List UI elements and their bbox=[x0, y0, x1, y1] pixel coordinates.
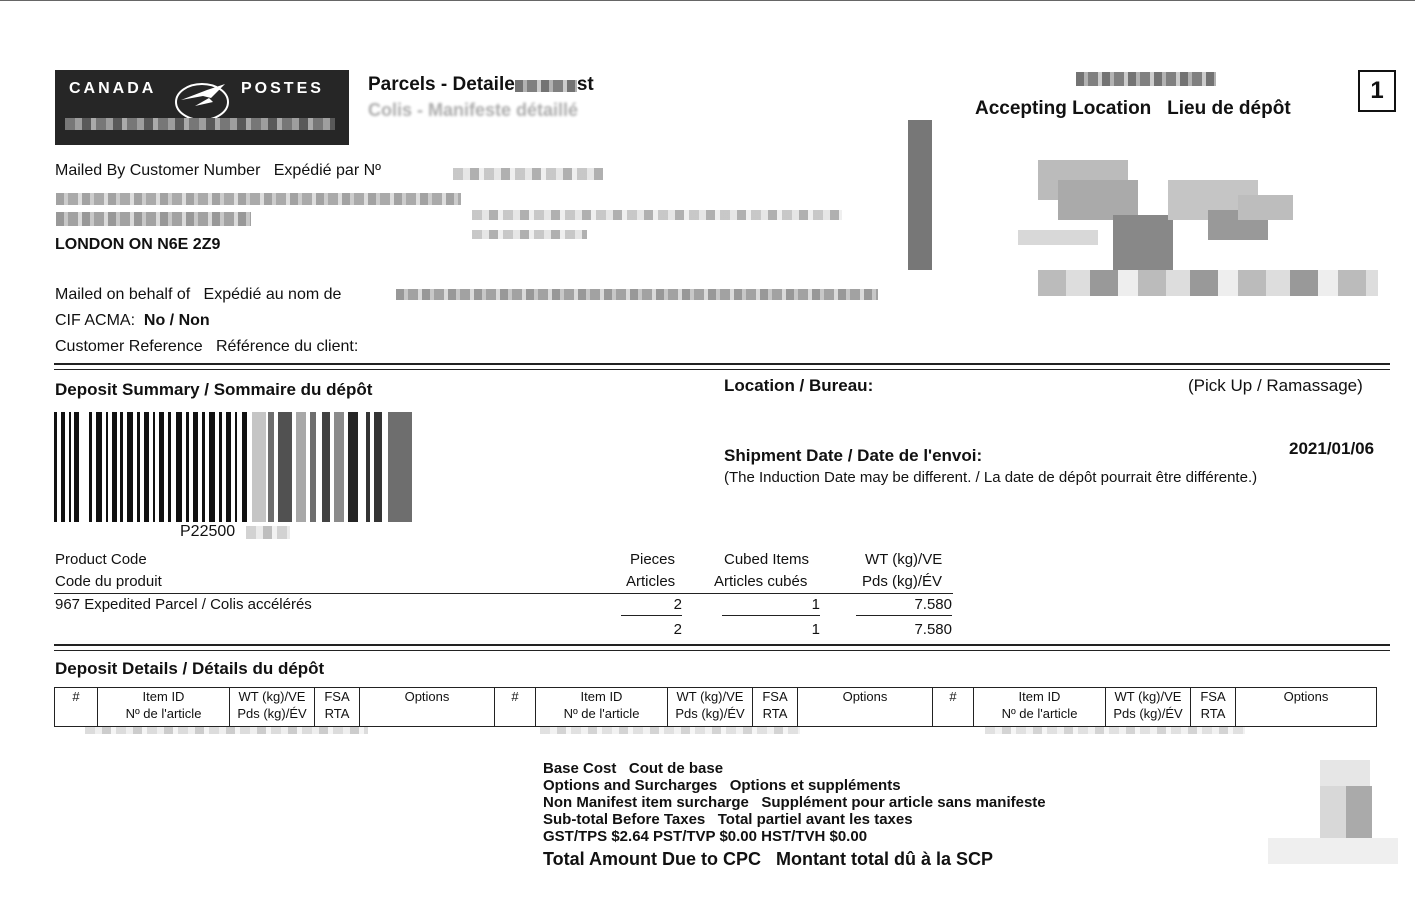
accepting-location-fr: Lieu de dépôt bbox=[1167, 98, 1291, 119]
redacted-location-name bbox=[1076, 72, 1216, 86]
page-number-box: 1 bbox=[1358, 70, 1396, 112]
redacted-barcode-digits bbox=[246, 526, 290, 539]
cubed-header-fr: Articles cubés bbox=[714, 573, 808, 590]
redacted-amounts bbox=[1268, 760, 1398, 864]
total-due-line: Total Amount Due to CPC Montant total dû à la SCP bbox=[543, 849, 993, 869]
title-en-tail: st bbox=[576, 74, 594, 95]
section-divider-thin bbox=[54, 369, 1390, 370]
mailed-by-label: Mailed By Customer Number bbox=[55, 162, 261, 179]
product-header-fr: Code du produit bbox=[55, 573, 162, 590]
redacted-address-line-2 bbox=[56, 212, 251, 226]
top-border bbox=[0, 0, 1415, 1]
induction-note: (The Induction Date may be different. / La date de dépôt pourrait être différente.) bbox=[724, 469, 1258, 486]
section-divider-2-thin bbox=[54, 650, 1390, 651]
col-options bbox=[360, 688, 495, 727]
logo-redacted-line bbox=[65, 118, 335, 130]
col-label: Nº de l'article bbox=[563, 706, 640, 721]
col-label: Options bbox=[404, 689, 450, 704]
col-label: Options bbox=[842, 689, 888, 704]
col-label: WT (kg)/VE bbox=[676, 689, 744, 704]
canada-post-logo bbox=[55, 70, 349, 145]
logo-word-postes: POSTES bbox=[241, 80, 324, 97]
col-label: Item ID bbox=[1018, 689, 1061, 704]
product-row-pieces: 2 bbox=[673, 596, 682, 613]
deposit-details-title: Deposit Details / Détails du dépôt bbox=[55, 659, 325, 678]
eagle-emblem-icon bbox=[173, 76, 231, 118]
col-label: # bbox=[72, 689, 80, 704]
product-row-cubed: 1 bbox=[811, 596, 820, 613]
cif-value: No / Non bbox=[143, 312, 210, 329]
reference-label: Customer Reference bbox=[55, 338, 203, 355]
col-label: FSA bbox=[324, 689, 350, 704]
redacted-item-row bbox=[985, 727, 1245, 734]
shipment-date-label: Shipment Date / Date de l'envoi: bbox=[724, 446, 983, 465]
col-fsa bbox=[1191, 688, 1236, 727]
total-rule-wt bbox=[856, 615, 952, 616]
col-label: WT (kg)/VE bbox=[1114, 689, 1182, 704]
pieces-header-en: Pieces bbox=[630, 551, 676, 568]
col-options bbox=[1236, 688, 1377, 727]
col-label: Nº de l'article bbox=[125, 706, 202, 721]
title-en: Parcels - Detaile bbox=[368, 74, 515, 95]
section-divider-2 bbox=[54, 644, 1390, 646]
col-label: RTA bbox=[1200, 706, 1226, 721]
col-label: Item ID bbox=[580, 689, 623, 704]
taxes-line: GST/TPS $2.64 PST/TVP $0.00 HST/TVH $0.00 bbox=[543, 828, 868, 845]
total-wt: 7.580 bbox=[914, 621, 952, 638]
col-label: # bbox=[949, 689, 957, 704]
col-label: FSA bbox=[1200, 689, 1226, 704]
product-row-wt: 7.580 bbox=[914, 596, 952, 613]
col-label: WT (kg)/VE bbox=[238, 689, 306, 704]
col-weight bbox=[1106, 688, 1191, 727]
total-pieces: 2 bbox=[673, 621, 682, 638]
cif-label: CIF ACMA: bbox=[55, 312, 136, 329]
cif-line bbox=[55, 312, 210, 330]
options-line: Options and Surcharges Options et suppléments bbox=[543, 777, 901, 794]
redacted-behalf-name bbox=[396, 289, 878, 300]
wt-header-en: WT (kg)/VE bbox=[865, 551, 943, 568]
product-header-rule bbox=[54, 593, 953, 594]
total-cubed: 1 bbox=[811, 621, 820, 638]
col-item-id bbox=[974, 688, 1106, 727]
barcode-text: P22500 bbox=[180, 523, 236, 540]
barcode-number bbox=[180, 523, 235, 541]
col-label: Pds (kg)/ÉV bbox=[237, 706, 307, 721]
pieces-header-fr: Articles bbox=[626, 573, 676, 590]
page-title bbox=[368, 74, 594, 96]
accepting-location-label bbox=[975, 98, 1291, 120]
col-label: Options bbox=[1283, 689, 1329, 704]
redacted-address-right-1 bbox=[472, 210, 842, 220]
col-label: Pds (kg)/ÉV bbox=[675, 706, 745, 721]
col-number bbox=[495, 688, 536, 727]
cost-summary bbox=[543, 760, 1046, 845]
pickup-label: (Pick Up / Ramassage) bbox=[1188, 376, 1363, 395]
col-number bbox=[933, 688, 974, 727]
col-item-id bbox=[98, 688, 230, 727]
city-line: LONDON ON N6E 2Z9 bbox=[55, 236, 221, 253]
page-title-fr: Colis - Manifeste détaillé bbox=[368, 100, 579, 120]
col-label: RTA bbox=[324, 706, 350, 721]
deposit-summary-title: Deposit Summary / Sommaire du dépôt bbox=[55, 380, 373, 399]
total-rule-pieces bbox=[621, 615, 682, 616]
col-label: Pds (kg)/ÉV bbox=[1113, 706, 1183, 721]
mailed-by-fr: Expédié par Nº bbox=[273, 162, 381, 179]
behalf-label: Mailed on behalf of bbox=[55, 286, 191, 303]
product-row-name: 967 Expedited Parcel / Colis accélérés bbox=[55, 596, 312, 613]
accepting-location-en: Accepting Location bbox=[975, 98, 1152, 119]
product-header-en: Product Code bbox=[55, 551, 147, 568]
col-weight bbox=[668, 688, 753, 727]
reference-line bbox=[55, 338, 358, 356]
redacted-item-row bbox=[540, 727, 800, 734]
table-row bbox=[55, 688, 1377, 727]
total-rule-cubed bbox=[722, 615, 820, 616]
section-divider bbox=[54, 363, 1390, 365]
mailed-by-line bbox=[55, 162, 381, 180]
barcode bbox=[54, 412, 414, 522]
redacted-address-line-1 bbox=[56, 193, 461, 205]
redacted-item-row bbox=[85, 727, 368, 734]
behalf-fr: Expédié au nom de bbox=[203, 286, 342, 303]
col-label: RTA bbox=[762, 706, 788, 721]
base-cost-line: Base Cost Cout de base bbox=[543, 760, 724, 777]
non-manifest-line: Non Manifest item surcharge Supplément pour article sans manifeste bbox=[543, 794, 1046, 811]
redacted-2d-barcode bbox=[908, 120, 1398, 300]
redacted-title-part bbox=[515, 80, 577, 92]
cubed-header-en: Cubed Items bbox=[724, 551, 810, 568]
location-label: Location / Bureau: bbox=[724, 376, 874, 395]
redacted-customer-number bbox=[453, 168, 603, 180]
reference-fr: Référence du client: bbox=[215, 338, 359, 355]
logo-word-canada: CANADA bbox=[69, 80, 157, 97]
col-weight bbox=[230, 688, 315, 727]
col-label: # bbox=[511, 689, 519, 704]
col-label: Nº de l'article bbox=[1001, 706, 1078, 721]
col-label: Item ID bbox=[142, 689, 185, 704]
redacted-address-right-2 bbox=[472, 230, 587, 239]
col-item-id bbox=[536, 688, 668, 727]
wt-header-fr: Pds (kg)/ÉV bbox=[862, 573, 943, 590]
subtotal-line: Sub-total Before Taxes Total partiel avant les taxes bbox=[543, 811, 913, 828]
col-fsa bbox=[753, 688, 798, 727]
deposit-details-table bbox=[54, 687, 1377, 727]
behalf-line bbox=[55, 286, 341, 304]
col-options bbox=[798, 688, 933, 727]
col-fsa bbox=[315, 688, 360, 727]
col-number bbox=[55, 688, 98, 727]
col-label: FSA bbox=[762, 689, 788, 704]
shipment-date: 2021/01/06 bbox=[1289, 439, 1375, 458]
